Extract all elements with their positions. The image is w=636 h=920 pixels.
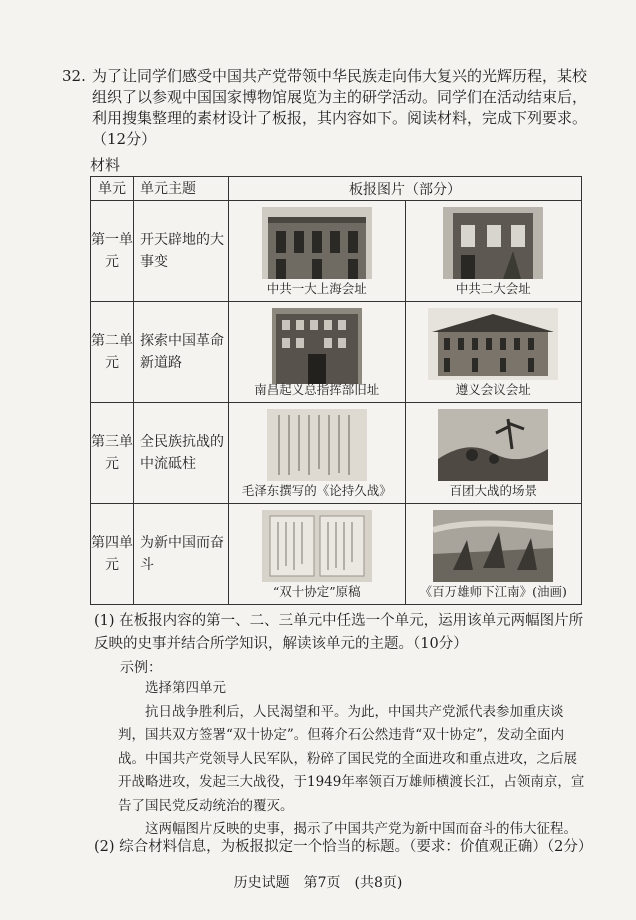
header-theme: 单元主题	[134, 177, 229, 201]
sub-question-2: (2) 综合材料信息，为板报拟定一个恰当的标题。（要求：价值观正确）（2分）	[94, 839, 593, 855]
building-photo	[272, 308, 362, 384]
image-cell	[405, 504, 582, 605]
image-cell	[405, 403, 582, 504]
image-cell	[229, 403, 406, 504]
question-32	[62, 66, 590, 150]
image-cell	[229, 201, 406, 302]
example-paragraph-2: 这两幅图片反映的史事，揭示了中国共产党为新中国而奋斗的伟大征程。	[145, 821, 577, 837]
image-caption: 中共二大会址	[455, 281, 531, 296]
image-caption: 毛泽东撰写的《论持久战》	[241, 483, 392, 498]
page-footer: 历史试题 第7页 (共8页)	[233, 875, 403, 891]
battle-scene-photo	[438, 409, 548, 481]
image-caption: 遵义会议会址	[455, 382, 531, 397]
sub-question-1: (1) 在板报内容的第一、二、三单元中任选一个单元，运用该单元两幅图片所反映的史事并结合所学知识，解读该单元的主题。（10分）	[94, 613, 584, 652]
theme-cell: 为新中国而奋斗	[134, 504, 229, 605]
table-row	[91, 504, 582, 605]
question-text: 为了让同学们感受中国共产党带领中华民族走向伟大复兴的光辉历程，某校组织了以参观中国国家博物馆展览为主的研学活动。同学们在活动结束后，利用搜集整理的素材设计了板报，其内容如下。阅读材料，完成下列要求。（12分）	[92, 67, 588, 148]
image-cell	[405, 302, 582, 403]
theme-cell: 全民族抗战的中流砥柱	[134, 403, 229, 504]
image-caption: 南昌起义总指挥部旧址	[254, 382, 380, 397]
document-photo	[262, 510, 372, 582]
table-row	[91, 201, 582, 302]
building-photo	[443, 207, 543, 279]
image-caption: “双十协定”原稿	[272, 584, 361, 599]
image-caption: 《百万雄师下江南》(油画)	[419, 584, 567, 599]
unit-cell: 第三单元	[91, 403, 134, 504]
manuscript-photo	[267, 409, 367, 481]
table-row	[91, 302, 582, 403]
image-caption: 百团大战的场景	[449, 483, 537, 498]
example-body	[118, 677, 586, 842]
board-table	[90, 176, 582, 605]
image-cell	[405, 201, 582, 302]
header-unit: 单元	[91, 177, 134, 201]
material-label: 材料	[90, 156, 121, 174]
building-photo	[262, 207, 372, 279]
question-number: 32.	[62, 67, 86, 85]
building-photo	[428, 308, 558, 380]
unit-cell: 第四单元	[91, 504, 134, 605]
example-label: 示例：	[120, 660, 162, 676]
unit-cell: 第二单元	[91, 302, 134, 403]
table-header-row	[91, 177, 582, 201]
header-images: 板报图片（部分）	[229, 177, 582, 201]
image-caption: 中共一大上海会址	[266, 281, 367, 296]
example-title: 选择第四单元	[145, 680, 226, 696]
table-row	[91, 403, 582, 504]
oil-painting	[433, 510, 553, 582]
theme-cell: 探索中国革命新道路	[134, 302, 229, 403]
unit-cell: 第一单元	[91, 201, 134, 302]
theme-cell: 开天辟地的大事变	[134, 201, 229, 302]
image-cell	[229, 504, 406, 605]
example-paragraph-1: 抗日战争胜利后，人民渴望和平。为此，中国共产党派代表参加重庆谈判，国共双方签署“双十协定”。但蒋介石公然违背“双十协定”，发动全面内战。中国共产党领导人民军队，粉碎了国民党的全面进攻和重点进攻，之后展开战略进攻，发起三大战役，于1949年率领百万雄师横渡长江，占领南京，宣告了国民党反动统治的覆灭。	[118, 703, 585, 814]
image-cell	[229, 302, 406, 403]
